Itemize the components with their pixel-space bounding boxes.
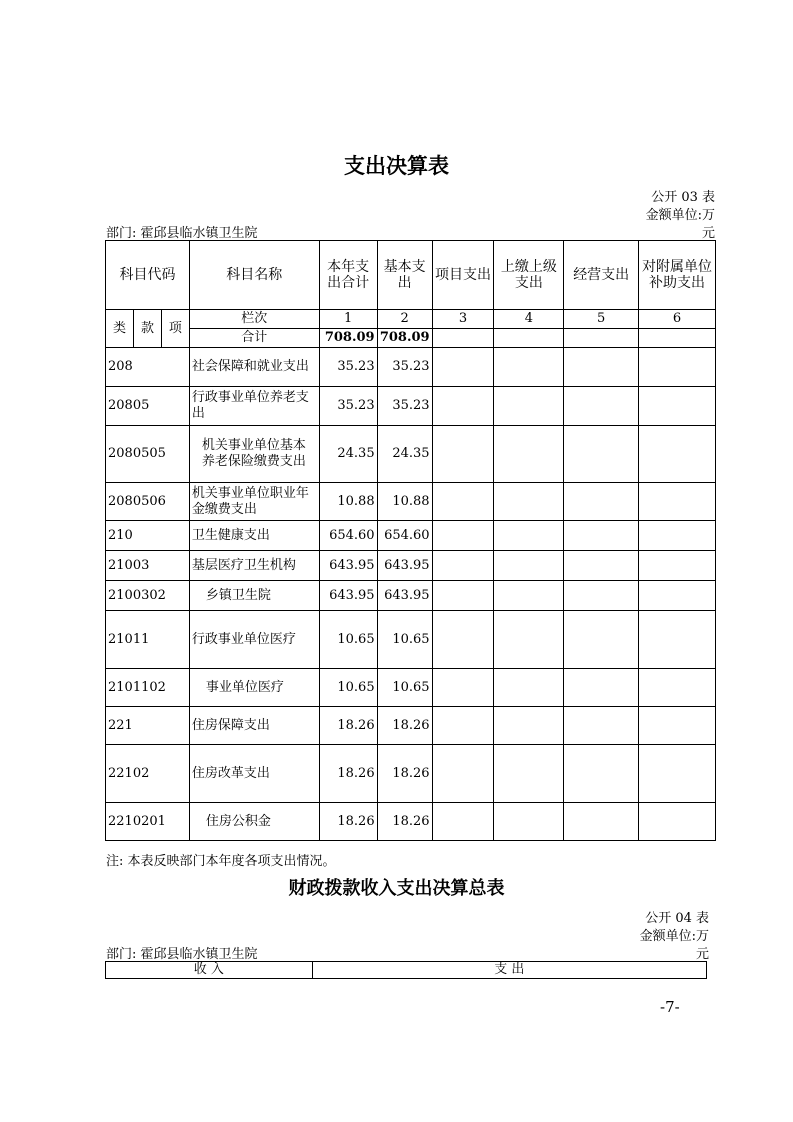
row-upper [494, 611, 564, 669]
row-name: 事业单位医疗 [189, 669, 319, 707]
row-code: 2101102 [106, 669, 190, 707]
row-code: 22102 [106, 745, 190, 803]
row-basic: 35.23 [377, 387, 432, 426]
row-code: 21011 [106, 611, 190, 669]
table-row [106, 426, 716, 483]
row-basic: 643.95 [377, 581, 432, 611]
row-basic: 24.35 [377, 426, 432, 483]
row-project [432, 803, 494, 841]
col-num-4: 4 [494, 310, 564, 329]
row-subsidy [639, 611, 716, 669]
row-subsidy [639, 551, 716, 581]
row-subsidy [639, 803, 716, 841]
row-total: 18.26 [319, 745, 377, 803]
row-upper [494, 581, 564, 611]
row-upper [494, 387, 564, 426]
table2-form-no: 公开 04 表 [645, 911, 709, 926]
row-subsidy [639, 581, 716, 611]
row-subsidy [639, 426, 716, 483]
table-row [106, 483, 716, 521]
row-upper [494, 669, 564, 707]
table1-title: 支出决算表 [344, 153, 449, 178]
row-name: 基层医疗卫生机构 [189, 551, 319, 581]
header-xiang: 项 [161, 310, 189, 348]
row-project [432, 551, 494, 581]
row-total: 35.23 [319, 387, 377, 426]
header-project: 项目支出 [432, 241, 494, 310]
row-project [432, 521, 494, 551]
row-basic: 643.95 [377, 551, 432, 581]
header-code: 科目代码 [106, 241, 190, 310]
row-total: 643.95 [319, 581, 377, 611]
total-basic: 708.09 [377, 329, 432, 348]
row-code: 208 [106, 348, 190, 387]
row-business [564, 521, 639, 551]
row-subsidy [639, 483, 716, 521]
total-label: 合计 [189, 329, 319, 348]
row-upper [494, 707, 564, 745]
row-business [564, 483, 639, 521]
row-basic: 10.65 [377, 669, 432, 707]
table2-title: 财政拨款收入支出决算总表 [288, 878, 505, 899]
row-upper [494, 348, 564, 387]
table1-unit-label: 金额单位:万 [645, 208, 715, 223]
row-business [564, 803, 639, 841]
row-name: 机关事业单位职业年金缴费支出 [189, 483, 319, 521]
expenditure-table [105, 240, 716, 841]
table-row [106, 521, 716, 551]
table-row [106, 551, 716, 581]
row-subsidy [639, 669, 716, 707]
table-row [106, 669, 716, 707]
row-code: 210 [106, 521, 190, 551]
table1-form-no: 公开 03 表 [651, 190, 715, 205]
table-row [106, 611, 716, 669]
header-lei: 类 [106, 310, 134, 348]
row-business [564, 551, 639, 581]
row-basic: 10.88 [377, 483, 432, 521]
row-business [564, 707, 639, 745]
table2-unit-tail: 元 [695, 947, 709, 962]
header-kuan: 款 [133, 310, 161, 348]
row-upper [494, 426, 564, 483]
row-name: 住房公积金 [189, 803, 319, 841]
row-basic: 654.60 [377, 521, 432, 551]
header-business: 经营支出 [564, 241, 639, 310]
row-upper [494, 803, 564, 841]
row-business [564, 745, 639, 803]
row-project [432, 581, 494, 611]
row-name: 行政事业单位养老支出 [189, 387, 319, 426]
col-num-6: 6 [639, 310, 716, 329]
row-name: 卫生健康支出 [189, 521, 319, 551]
row-name: 住房保障支出 [189, 707, 319, 745]
row-business [564, 426, 639, 483]
table2-department: 部门: 霍邱县临水镇卫生院 [106, 947, 258, 962]
row-code: 2080505 [106, 426, 190, 483]
row-total: 643.95 [319, 551, 377, 581]
col-num-5: 5 [564, 310, 639, 329]
col-label: 栏次 [189, 310, 319, 329]
row-total: 10.65 [319, 669, 377, 707]
header-basic: 基本支出 [377, 241, 432, 310]
row-code: 2080506 [106, 483, 190, 521]
row-upper [494, 551, 564, 581]
header-name: 科目名称 [189, 241, 319, 310]
col-num-1: 1 [319, 310, 377, 329]
header-subsidy: 对附属单位补助支出 [639, 241, 716, 310]
row-subsidy [639, 745, 716, 803]
row-name: 行政事业单位医疗 [189, 611, 319, 669]
income-header: 收 入 [106, 962, 313, 979]
row-total: 18.26 [319, 803, 377, 841]
table-row [106, 581, 716, 611]
header-total: 本年支出合计 [319, 241, 377, 310]
row-basic: 10.65 [377, 611, 432, 669]
table-row [106, 745, 716, 803]
row-business [564, 611, 639, 669]
total-value: 708.09 [319, 329, 377, 348]
row-total: 654.60 [319, 521, 377, 551]
row-project [432, 745, 494, 803]
table1-unit-tail: 元 [701, 226, 715, 241]
row-business [564, 669, 639, 707]
table1-department: 部门: 霍邱县临水镇卫生院 [106, 226, 258, 241]
row-project [432, 669, 494, 707]
col-num-3: 3 [432, 310, 494, 329]
col-num-2: 2 [377, 310, 432, 329]
row-code: 221 [106, 707, 190, 745]
row-upper [494, 483, 564, 521]
table-row [106, 803, 716, 841]
row-business [564, 387, 639, 426]
table-row [106, 707, 716, 745]
row-code: 2210201 [106, 803, 190, 841]
row-total: 18.26 [319, 707, 377, 745]
row-project [432, 348, 494, 387]
row-basic: 18.26 [377, 803, 432, 841]
row-subsidy [639, 348, 716, 387]
row-name: 乡镇卫生院 [189, 581, 319, 611]
row-code: 20805 [106, 387, 190, 426]
row-subsidy [639, 521, 716, 551]
row-name: 机关事业单位基本养老保险缴费支出 [189, 426, 319, 483]
table-row [106, 348, 716, 387]
row-project [432, 707, 494, 745]
summary-table [105, 961, 707, 979]
row-basic: 35.23 [377, 348, 432, 387]
row-total: 24.35 [319, 426, 377, 483]
expense-header: 支 出 [312, 962, 706, 979]
table2-unit-label: 金额单位:万 [639, 929, 709, 944]
row-code: 21003 [106, 551, 190, 581]
row-total: 10.88 [319, 483, 377, 521]
page-number: -7- [660, 998, 680, 1016]
row-business [564, 581, 639, 611]
row-project [432, 426, 494, 483]
row-upper [494, 521, 564, 551]
header-upper: 上缴上级支出 [494, 241, 564, 310]
row-project [432, 611, 494, 669]
row-basic: 18.26 [377, 707, 432, 745]
row-subsidy [639, 387, 716, 426]
row-business [564, 348, 639, 387]
row-subsidy [639, 707, 716, 745]
row-basic: 18.26 [377, 745, 432, 803]
row-total: 10.65 [319, 611, 377, 669]
row-name: 社会保障和就业支出 [189, 348, 319, 387]
row-upper [494, 745, 564, 803]
row-name: 住房改革支出 [189, 745, 319, 803]
row-project [432, 483, 494, 521]
table1-note: 注: 本表反映部门本年度各项支出情况。 [106, 854, 336, 869]
row-total: 35.23 [319, 348, 377, 387]
row-project [432, 387, 494, 426]
table-row [106, 387, 716, 426]
row-code: 2100302 [106, 581, 190, 611]
